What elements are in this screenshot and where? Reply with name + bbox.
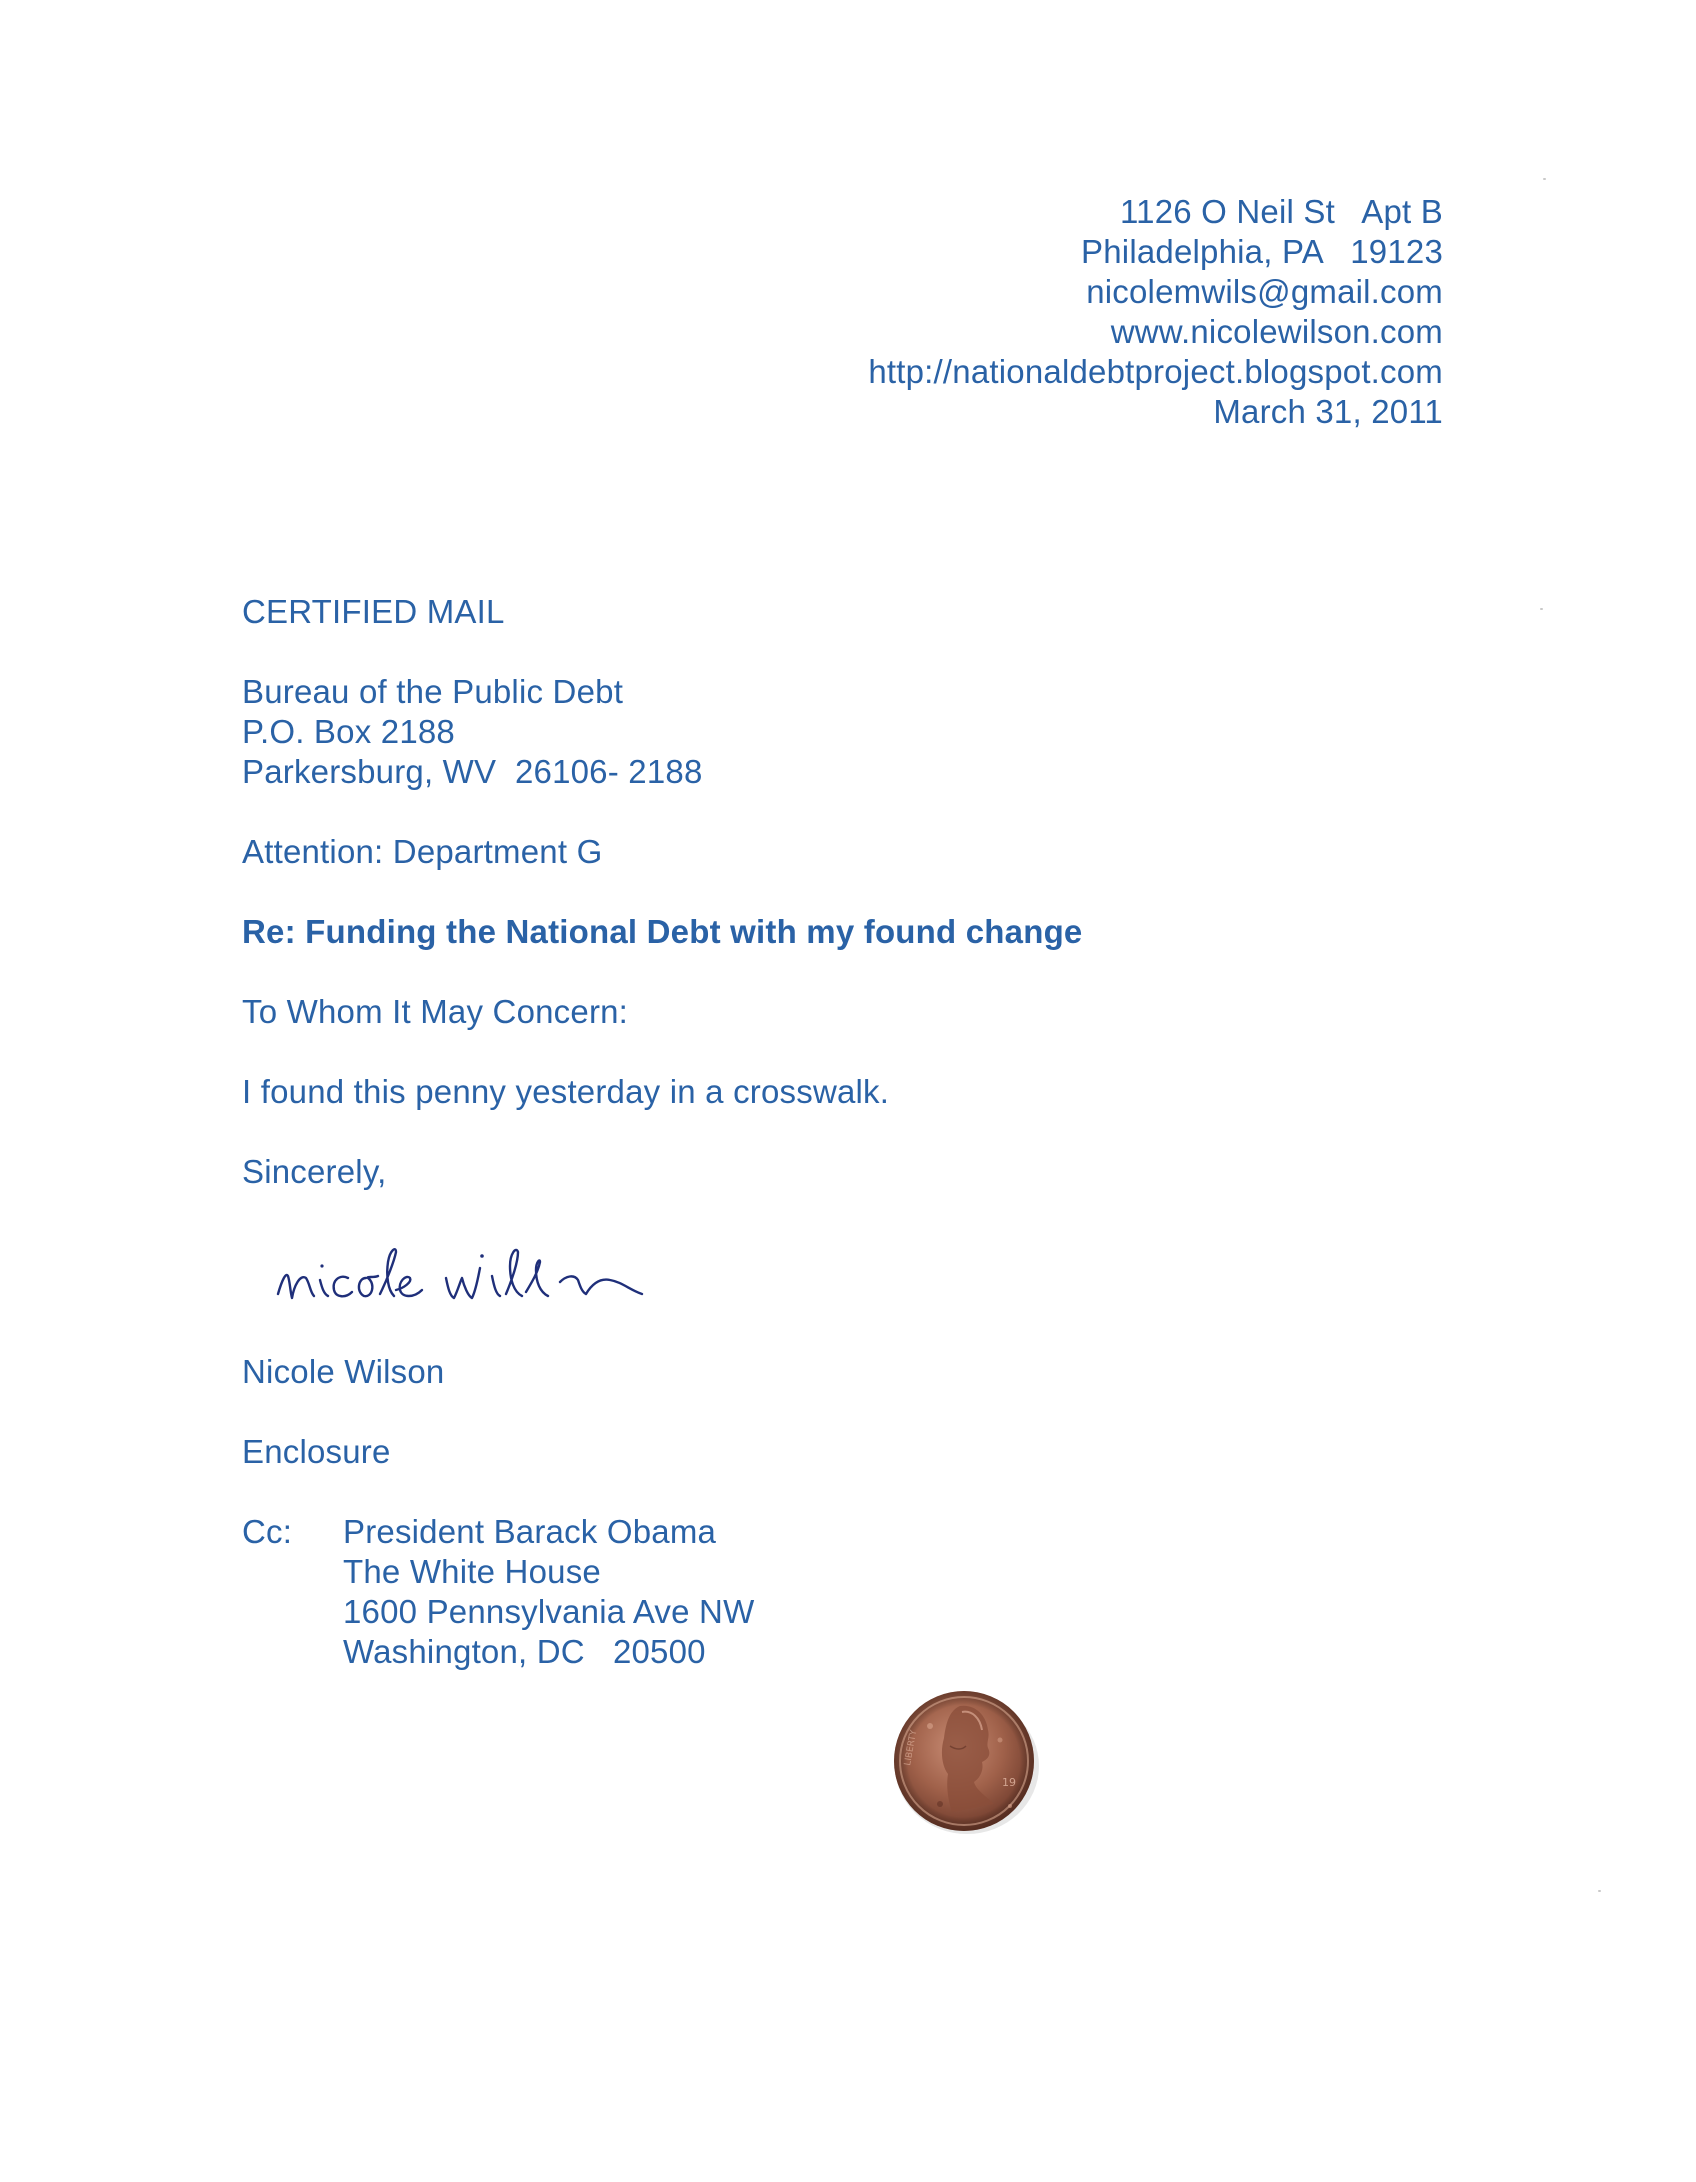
sender-blog: http://nationaldebtproject.blogspot.com xyxy=(868,353,1443,390)
scan-speck xyxy=(1543,178,1546,180)
cc-line: The White House xyxy=(343,1553,601,1590)
sender-street: 1126 O Neil St Apt B xyxy=(1120,193,1443,230)
salutation: To Whom It May Concern: xyxy=(242,993,629,1030)
letter-date: March 31, 2011 xyxy=(1213,393,1443,430)
svg-text:LIBERTY: LIBERTY xyxy=(903,1729,920,1767)
recipient-city-state-zip: Parkersburg, WV 26106- 2188 xyxy=(242,753,703,790)
svg-text:19: 19 xyxy=(1002,1776,1016,1789)
scan-speck xyxy=(1540,608,1543,610)
delivery-method: CERTIFIED MAIL xyxy=(242,593,505,630)
subject-line: Re: Funding the National Debt with my found change xyxy=(242,913,1083,950)
cc-line: 1600 Pennsylvania Ave NW xyxy=(343,1593,755,1630)
attention-line: Attention: Department G xyxy=(242,833,603,870)
letter-body: I found this penny yesterday in a crosswalk. xyxy=(242,1073,890,1110)
cc-label: Cc: xyxy=(242,1513,293,1550)
penny-coin-image xyxy=(890,1686,1040,1836)
handwritten-signature xyxy=(270,1232,790,1322)
closing: Sincerely, xyxy=(242,1153,387,1190)
sender-city-state-zip: Philadelphia, PA 19123 xyxy=(1081,233,1443,270)
sender-email: nicolemwils@gmail.com xyxy=(1086,273,1443,310)
cc-line: Washington, DC 20500 xyxy=(343,1633,706,1670)
enclosure-note: Enclosure xyxy=(242,1433,391,1470)
recipient-name: Bureau of the Public Debt xyxy=(242,673,624,710)
cc-line: President Barack Obama xyxy=(343,1513,717,1550)
sender-website: www.nicolewilson.com xyxy=(1110,313,1443,350)
recipient-po-box: P.O. Box 2188 xyxy=(242,713,455,750)
signer-name: Nicole Wilson xyxy=(242,1353,445,1390)
scan-speck xyxy=(1598,1890,1601,1892)
